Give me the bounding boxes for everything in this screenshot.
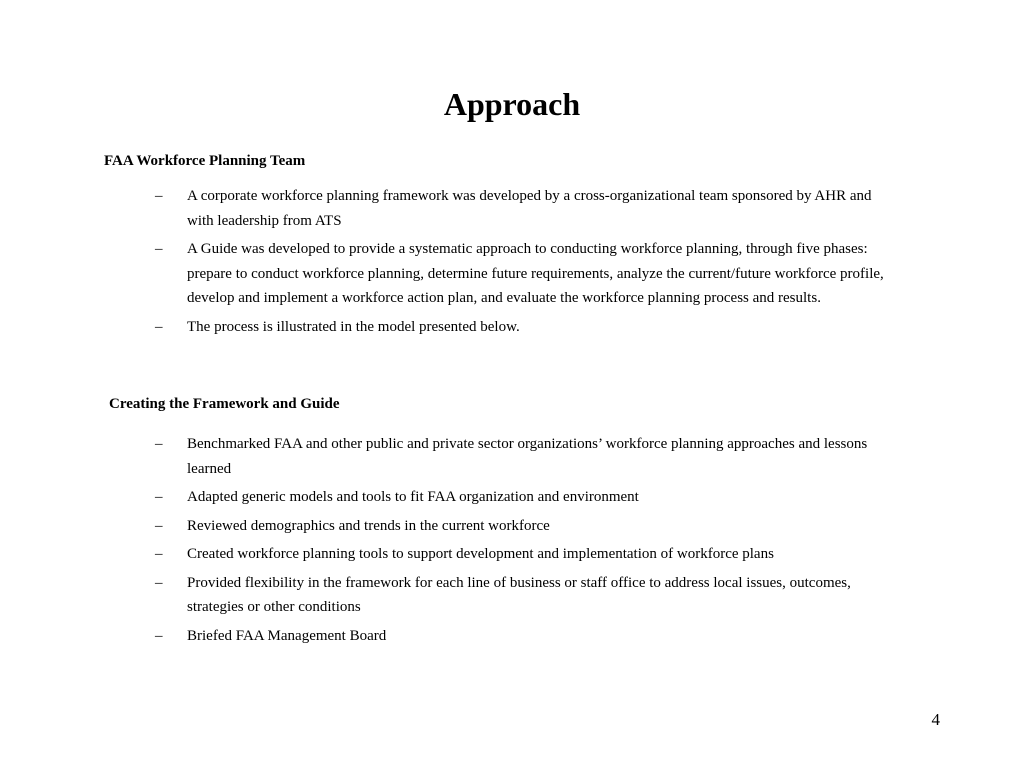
list-item <box>155 542 895 567</box>
list-item <box>155 571 895 620</box>
list-item <box>155 315 895 340</box>
bullet-text: Benchmarked FAA and other public and private sector organizations’ workforce planning approaches and lessons learned <box>187 436 868 477</box>
list-item <box>155 184 895 233</box>
slide-title: Approach <box>443 86 581 122</box>
list-item <box>155 485 895 510</box>
bullet-text: A corporate workforce planning framework was developed by a cross-organizational team sponsored by AHR and with leadership from ATS <box>187 188 872 229</box>
list-item <box>155 514 895 539</box>
bullet-marker: – <box>155 241 163 257</box>
list-item <box>155 624 895 649</box>
bullet-list-creating-framework <box>155 432 895 652</box>
list-item <box>155 432 895 481</box>
bullet-marker: – <box>155 188 163 204</box>
bullet-text: A Guide was developed to provide a systematic approach to conducting workforce planning, through five phases: prepare to conduct workforce planning, determine future requirements, analyze the current/future workforce profile, develop and implement a workforce action plan, and evaluate the workforce planning process and results. <box>187 241 884 306</box>
bullet-text: Briefed FAA Management Board <box>187 627 387 644</box>
list-item <box>155 237 895 311</box>
section-heading-workforce-planning-team: FAA Workforce Planning Team <box>104 153 306 169</box>
bullet-marker: – <box>155 517 163 534</box>
bullet-marker: – <box>155 436 163 452</box>
bullet-text: Created workforce planning tools to support development and implementation of workforce plans <box>187 546 774 562</box>
bullet-marker: – <box>155 574 163 591</box>
bullet-list-workforce-planning-team <box>155 184 895 343</box>
page-number: 4 <box>931 710 940 729</box>
bullet-marker: – <box>155 627 163 644</box>
bullet-marker: – <box>155 318 163 335</box>
section-heading-creating-framework: Creating the Framework and Guide <box>109 396 340 412</box>
bullet-text: Reviewed demographics and trends in the current workforce <box>187 517 550 534</box>
bullet-marker: – <box>155 546 163 562</box>
bullet-marker: – <box>155 489 163 505</box>
bullet-text: The process is illustrated in the model presented below. <box>187 318 520 335</box>
bullet-text: Provided flexibility in the framework for each line of business or staff office to address local issues, outcomes, strategies or other conditions <box>187 574 851 615</box>
bullet-text: Adapted generic models and tools to fit FAA organization and environment <box>187 489 639 505</box>
